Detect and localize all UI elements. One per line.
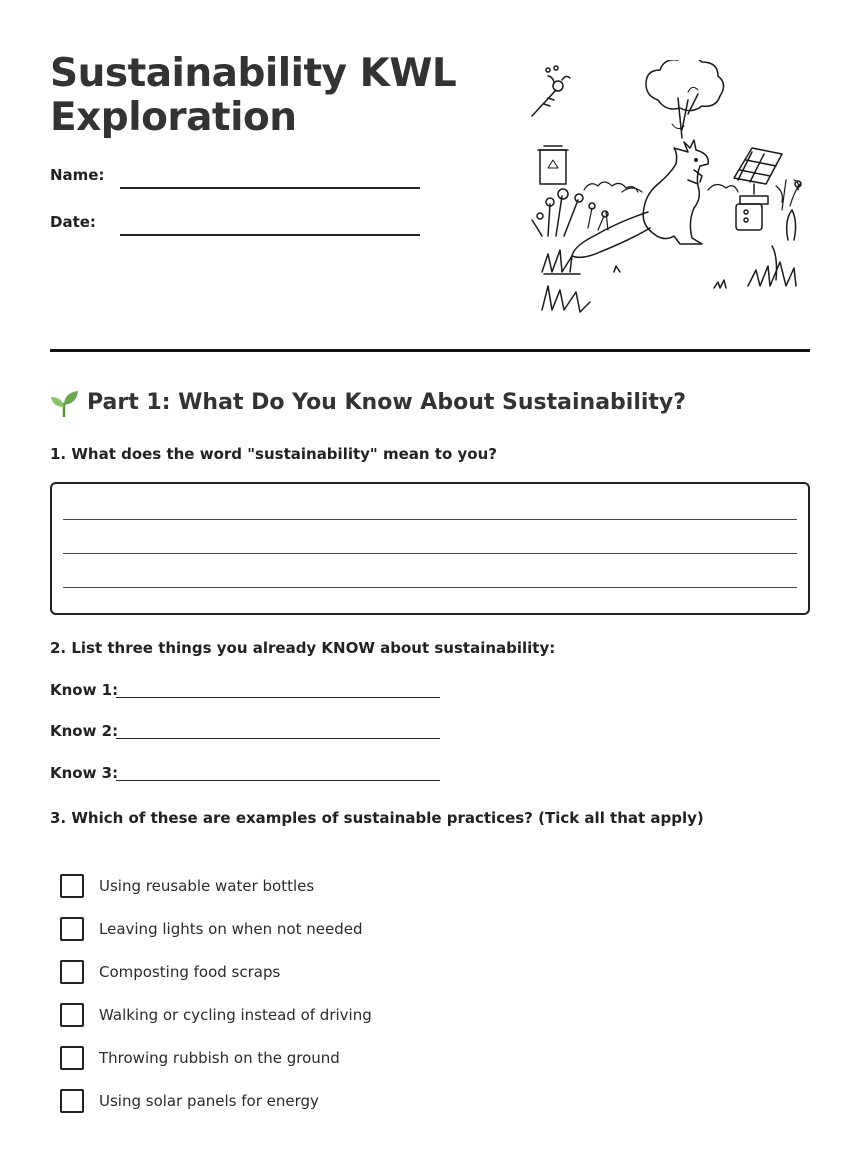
know-2-label: Know 2:: [50, 722, 119, 740]
checklist-item[interactable]: [60, 960, 280, 984]
know-2-field[interactable]: [116, 738, 440, 739]
question-1-answer-box[interactable]: [50, 482, 810, 615]
title-line-1: Sustainability KWL: [50, 51, 457, 96]
header-divider: [50, 349, 810, 352]
checkbox[interactable]: [60, 960, 84, 984]
tree-icon: [646, 60, 724, 138]
date-label: Date:: [50, 213, 96, 231]
question-3: 3. Which of these are examples of sustainable practices? (Tick all that apply): [50, 809, 704, 827]
sprout-icon: [50, 388, 79, 417]
checkbox[interactable]: [60, 1046, 84, 1070]
question-2: 2. List three things you already KNOW about sustainability:: [50, 639, 556, 657]
name-field[interactable]: [120, 187, 420, 189]
checkbox-label: Using solar panels for energy: [99, 1092, 319, 1110]
checkbox[interactable]: [60, 1003, 84, 1027]
name-label: Name:: [50, 166, 105, 184]
title-line-2: Exploration: [50, 95, 297, 140]
answer-line[interactable]: [63, 519, 797, 520]
part1-heading-text: Part 1: What Do You Know About Sustainability?: [87, 390, 687, 415]
checklist-item[interactable]: [60, 874, 314, 898]
checkbox[interactable]: [60, 874, 84, 898]
checkbox-label: Using reusable water bottles: [99, 877, 315, 895]
answer-line[interactable]: [63, 587, 797, 588]
know-1-field[interactable]: [116, 697, 440, 698]
checkbox[interactable]: [60, 1089, 84, 1113]
checklist-item[interactable]: [60, 1046, 340, 1070]
checkbox-label: Throwing rubbish on the ground: [99, 1049, 340, 1067]
know-3-field[interactable]: [116, 780, 440, 781]
flowers-icon: [532, 189, 608, 236]
checklist-item[interactable]: [60, 1003, 372, 1027]
kangaroo-garden-illustration: [528, 60, 810, 320]
part1-heading: [50, 388, 686, 417]
checkbox-label: Leaving lights on when not needed: [99, 920, 363, 938]
kangaroo-icon: [572, 140, 708, 257]
checkbox-label: Walking or cycling instead of driving: [99, 1006, 372, 1024]
question-1: 1. What does the word "sustainability" mean to you?: [50, 445, 497, 463]
know-1-label: Know 1:: [50, 681, 119, 699]
answer-line[interactable]: [63, 553, 797, 554]
checkbox-label: Composting food scraps: [99, 963, 281, 981]
know-3-label: Know 3:: [50, 764, 119, 782]
checkbox[interactable]: [60, 917, 84, 941]
checklist-item[interactable]: [60, 917, 362, 941]
recycling-bin-icon: [538, 146, 568, 184]
grass-icon: [542, 210, 796, 312]
bee-icon: [532, 66, 570, 116]
date-field[interactable]: [120, 234, 420, 236]
worksheet-title: [50, 52, 490, 140]
solar-panel-icon: [734, 148, 782, 204]
checklist-item[interactable]: [60, 1089, 319, 1113]
